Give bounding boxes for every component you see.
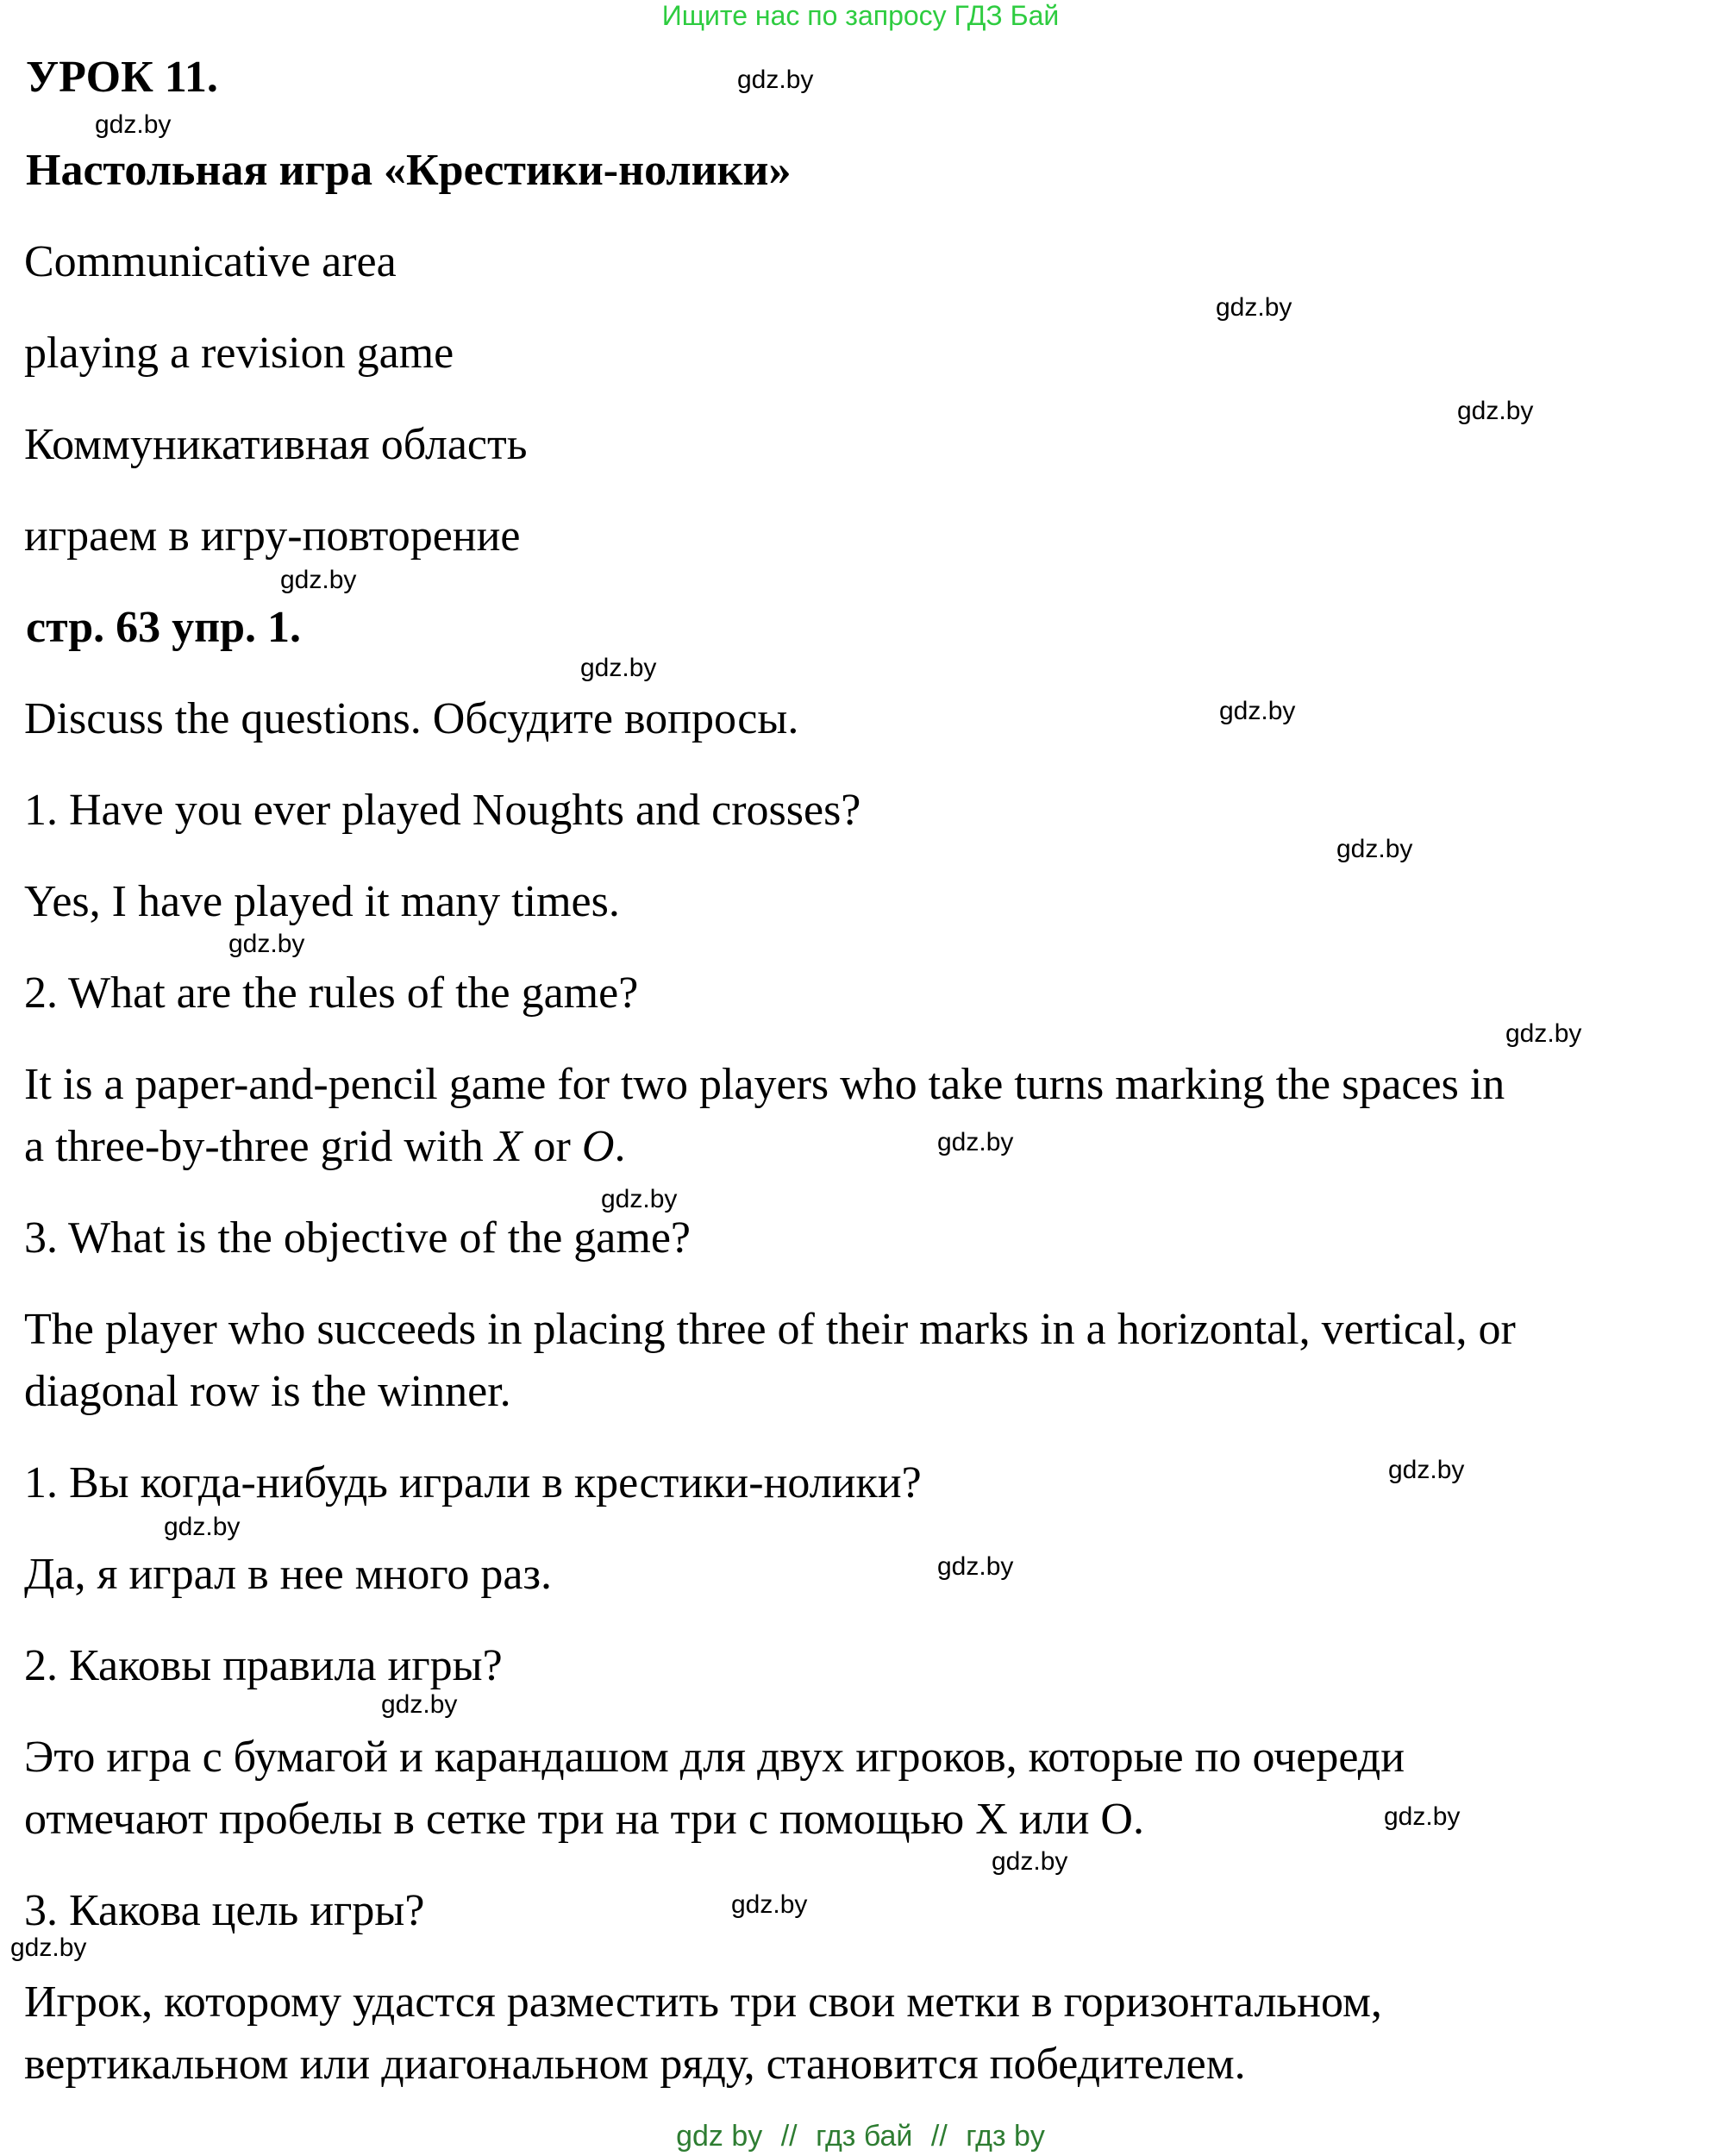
watermark: gdz.by xyxy=(992,1847,1068,1876)
answer-1-en: Yes, I have played it many times. xyxy=(24,877,620,926)
question-2-en: 2. What are the rules of the game? xyxy=(24,968,639,1018)
watermark: gdz.by xyxy=(1505,1019,1582,1048)
watermark: gdz.by xyxy=(731,1890,808,1919)
watermark: gdz.by xyxy=(937,1128,1014,1156)
answer-2-en-x: X xyxy=(494,1122,523,1171)
revision-game-en: playing a revision game xyxy=(24,329,454,378)
lesson-title: УРОК 11. xyxy=(26,53,218,102)
answer-3-ru-line-2: вертикальном или диагональном ряду, становится победителем. xyxy=(24,2040,1246,2089)
communicative-area-ru: Коммуникативная область xyxy=(24,420,528,469)
footer-link-gdz-by[interactable]: gdz by xyxy=(676,2120,763,2153)
communicative-area-en: Communicative area xyxy=(24,237,397,286)
answer-1-ru: Да, я играл в нее много раз. xyxy=(24,1550,553,1599)
watermark: gdz.by xyxy=(1388,1456,1465,1484)
watermark: gdz.by xyxy=(381,1690,458,1719)
watermark: gdz.by xyxy=(937,1552,1014,1581)
answer-2-en-period: . xyxy=(614,1122,626,1171)
answer-3-en-line-2: diagonal row is the winner. xyxy=(24,1367,511,1416)
footer-separator: // xyxy=(780,2120,798,2153)
question-1-ru: 1. Вы когда-нибудь играли в крестики-нолики? xyxy=(24,1458,922,1507)
watermark: gdz.by xyxy=(228,930,305,958)
watermark: gdz.by xyxy=(580,654,657,682)
watermark: gdz.by xyxy=(1216,293,1292,322)
answer-3-en-line-1: The player who succeeds in placing three of their marks in a horizontal, vertical, or xyxy=(24,1305,1516,1354)
watermark: gdz.by xyxy=(1336,835,1413,863)
watermark: gdz.by xyxy=(1384,1802,1461,1831)
watermark: gdz.by xyxy=(1219,697,1296,725)
lesson-subtitle: Настольная игра «Крестики-нолики» xyxy=(26,146,792,195)
watermark: gdz.by xyxy=(601,1185,678,1213)
watermark: gdz.by xyxy=(737,66,814,94)
answer-2-ru-line-1: Это игра с бумагой и карандашом для двух игроков, которые по очереди xyxy=(24,1733,1405,1782)
watermark: gdz.by xyxy=(164,1513,241,1541)
footer-link-gdz-by-mixed[interactable]: гдз by xyxy=(966,2120,1045,2153)
question-2-ru: 2. Каковы правила игры? xyxy=(24,1641,503,1690)
footer-link-gdz-bai[interactable]: гдз бай xyxy=(816,2120,913,2153)
exercise-heading: стр. 63 упр. 1. xyxy=(26,603,302,652)
revision-game-ru: играем в игру-повторение xyxy=(24,511,521,561)
watermark: gdz.by xyxy=(1457,397,1534,425)
answer-3-ru-line-1: Игрок, которому удастся разместить три свои метки в горизонтальном, xyxy=(24,1977,1382,2027)
watermark: gdz.by xyxy=(10,1934,87,1962)
top-banner: Ищите нас по запросу ГДЗ Бай xyxy=(661,0,1060,31)
answer-2-en-or: or xyxy=(522,1122,582,1171)
question-3-en: 3. What is the objective of the game? xyxy=(24,1213,691,1263)
question-3-ru: 3. Какова цель игры? xyxy=(24,1886,425,1935)
footer xyxy=(0,2120,1721,2153)
question-1-en: 1. Have you ever played Noughts and crosses? xyxy=(24,786,861,835)
answer-2-en-o: O xyxy=(581,1122,615,1171)
watermark: gdz.by xyxy=(280,566,357,594)
answer-2-en-line-1: It is a paper-and-pencil game for two players who take turns marking the spaces in xyxy=(24,1060,1505,1109)
answer-2-en-line-2 xyxy=(24,1121,625,1172)
footer-separator: // xyxy=(930,2120,948,2153)
answer-2-en-line-2-text: a three-by-three grid with xyxy=(24,1122,495,1171)
instruction-text: Discuss the questions. Обсудите вопросы. xyxy=(24,694,799,743)
watermark: gdz.by xyxy=(95,110,172,139)
answer-2-ru-line-2: отмечают пробелы в сетке три на три с помощью X или O. xyxy=(24,1795,1144,1844)
